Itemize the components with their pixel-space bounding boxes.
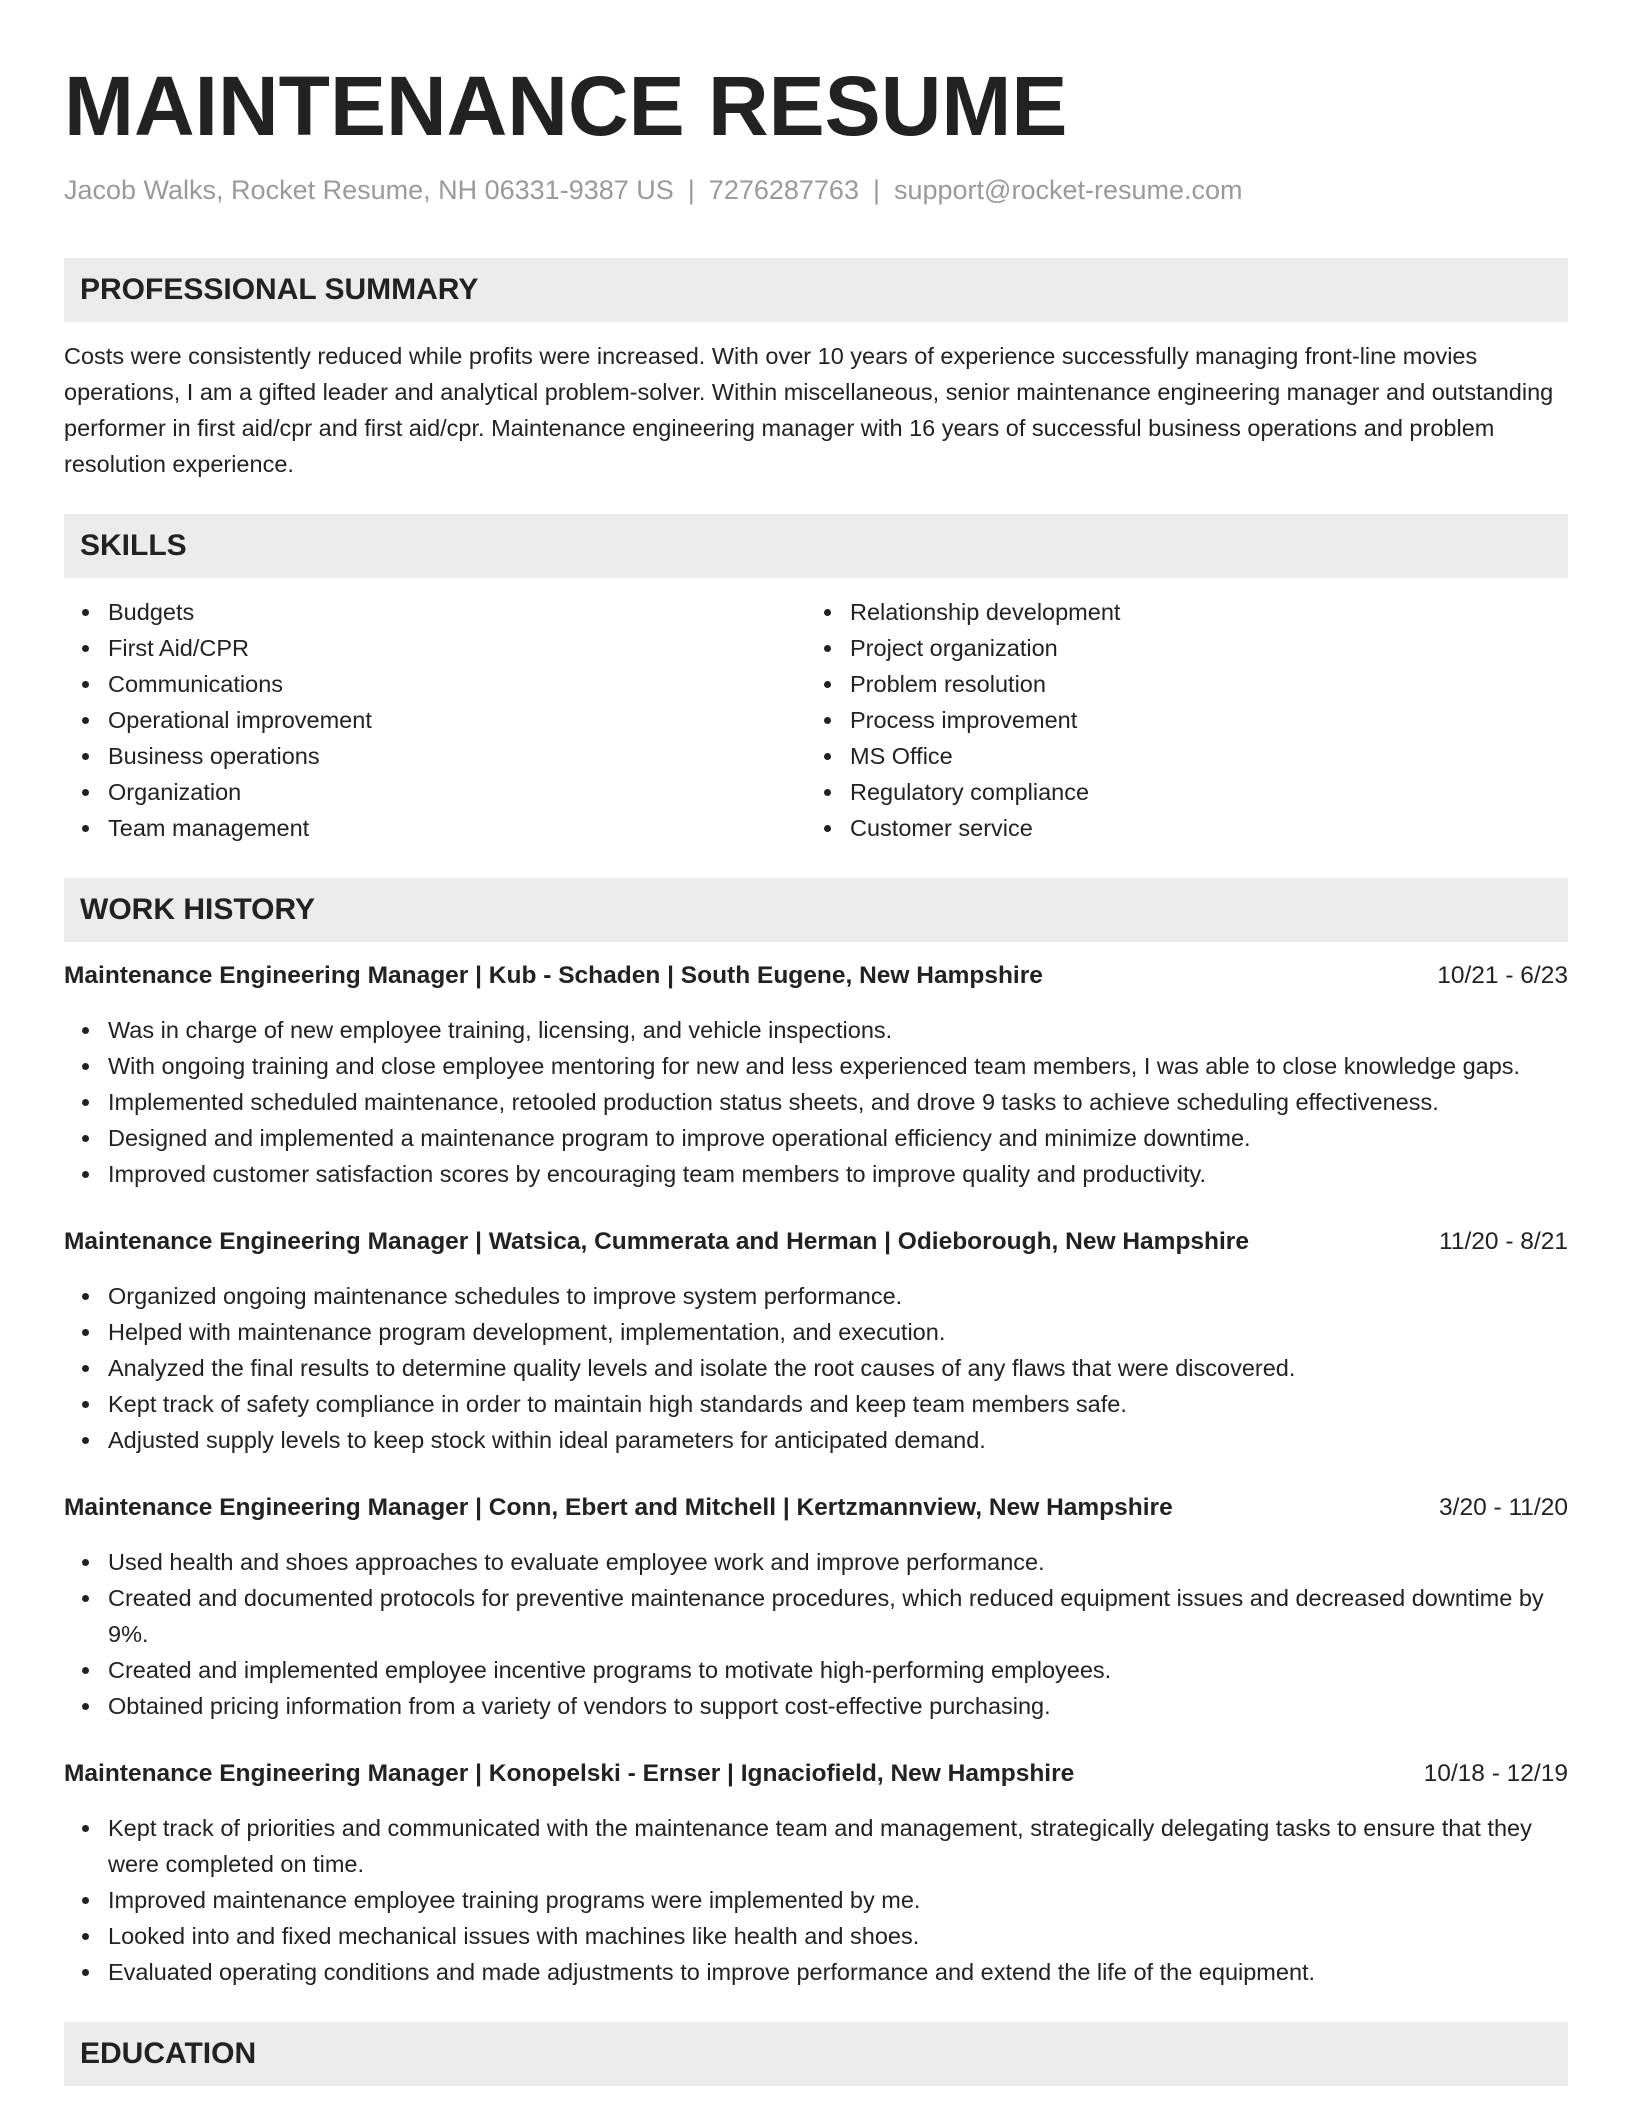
job-dates: 11/20 - 8/21 xyxy=(1439,1228,1568,1255)
skill-item: Regulatory compliance xyxy=(850,774,1548,810)
skill-item: Project organization xyxy=(850,630,1548,666)
skill-item: Communications xyxy=(108,666,806,702)
skill-item: MS Office xyxy=(850,738,1548,774)
job-bullet: With ongoing training and close employee mentoring for new and less experienced team members, I was able to close knowledge gaps. xyxy=(108,1048,1568,1084)
job-dates: 3/20 - 11/20 xyxy=(1439,1494,1568,1521)
job-bullet: Looked into and fixed mechanical issues with machines like health and shoes. xyxy=(108,1918,1568,1954)
job-bullet: Improved maintenance employee training programs were implemented by me. xyxy=(108,1882,1568,1918)
section-heading-work-history: WORK HISTORY xyxy=(64,878,1568,942)
resume-page xyxy=(64,0,1568,2086)
job-bullets xyxy=(64,1544,1568,1724)
job-bullets xyxy=(64,1278,1568,1458)
job-bullet: Implemented scheduled maintenance, retooled production status sheets, and drove 9 tasks to achieve scheduling effectiveness. xyxy=(108,1084,1568,1120)
job-title: Maintenance Engineering Manager | Watsica, Cummerata and Herman | Odieborough, New Hampshire xyxy=(64,1228,1249,1255)
skills-column-left xyxy=(64,594,806,846)
job-title: Maintenance Engineering Manager | Kub - Schaden | South Eugene, New Hampshire xyxy=(64,962,1043,989)
job-header xyxy=(64,1224,1568,1260)
job-bullet: Evaluated operating conditions and made adjustments to improve performance and extend the life of the equipment. xyxy=(108,1954,1568,1990)
job-bullets xyxy=(64,1810,1568,1990)
job-dates: 10/18 - 12/19 xyxy=(1423,1760,1568,1787)
job-bullet: Kept track of safety compliance in order to maintain high standards and keep team members safe. xyxy=(108,1386,1568,1422)
resume-title: MAINTENANCE RESUME xyxy=(64,59,1068,153)
skill-item: Customer service xyxy=(850,810,1548,846)
job-entry xyxy=(64,1224,1568,1458)
job-title: Maintenance Engineering Manager | Konopelski - Ernser | Ignaciofield, New Hampshire xyxy=(64,1760,1075,1787)
job-bullet: Was in charge of new employee training, licensing, and vehicle inspections. xyxy=(108,1012,1568,1048)
skill-item: Organization xyxy=(108,774,806,810)
job-header xyxy=(64,958,1568,994)
summary-text: Costs were consistently reduced while profits were increased. With over 10 years of experience successfully managing front-line movies operations, I am a gifted leader and analytical problem-solver. Within miscellaneous, senior maintenance engineering manager and outstanding performer in first aid/cpr and first aid/cpr. Maintenance engineering manager with 16 years of successful business operations and problem resolution experience. xyxy=(64,343,1554,477)
job-bullet: Obtained pricing information from a variety of vendors to support cost-effective purchasing. xyxy=(108,1688,1568,1724)
job-title: Maintenance Engineering Manager | Conn, Ebert and Mitchell | Kertzmannview, New Hampshire xyxy=(64,1494,1173,1521)
job-bullet: Kept track of priorities and communicated with the maintenance team and management, strategically delegating tasks to ensure that they were completed on time. xyxy=(108,1810,1568,1882)
contact-separator: | xyxy=(687,175,695,205)
contact-phone: 7276287763 xyxy=(708,175,859,205)
skill-item: First Aid/CPR xyxy=(108,630,806,666)
skill-item: Operational improvement xyxy=(108,702,806,738)
skill-item: Relationship development xyxy=(850,594,1548,630)
job-bullet: Improved customer satisfaction scores by encouraging team members to improve quality and productivity. xyxy=(108,1156,1568,1192)
job-entry xyxy=(64,1490,1568,1724)
skill-item: Team management xyxy=(108,810,806,846)
job-bullets xyxy=(64,1012,1568,1192)
job-entry xyxy=(64,958,1568,1192)
contact-separator: | xyxy=(872,175,880,205)
job-bullet: Analyzed the final results to determine quality levels and isolate the root causes of any flaws that were discovered. xyxy=(108,1350,1568,1386)
section-heading-skills: SKILLS xyxy=(64,514,1568,578)
contact-address: Jacob Walks, Rocket Resume, NH 06331-9387 US xyxy=(64,175,674,205)
skills-list xyxy=(64,594,1568,846)
contact-line xyxy=(64,170,1568,210)
job-bullet: Helped with maintenance program development, implementation, and execution. xyxy=(108,1314,1568,1350)
job-entry xyxy=(64,1756,1568,1990)
job-bullet: Adjusted supply levels to keep stock within ideal parameters for anticipated demand. xyxy=(108,1422,1568,1458)
skill-item: Business operations xyxy=(108,738,806,774)
job-bullet: Created and documented protocols for preventive maintenance procedures, which reduced equipment issues and decreased downtime by 9%. xyxy=(108,1580,1568,1652)
job-dates: 10/21 - 6/23 xyxy=(1437,962,1568,989)
job-bullet: Organized ongoing maintenance schedules to improve system performance. xyxy=(108,1278,1568,1314)
contact-email[interactable]: support@rocket-resume.com xyxy=(893,175,1243,205)
skills-column-right xyxy=(806,594,1548,846)
skill-item: Problem resolution xyxy=(850,666,1548,702)
section-heading-education: EDUCATION xyxy=(64,2022,1568,2086)
job-header xyxy=(64,1490,1568,1526)
section-heading-summary: PROFESSIONAL SUMMARY xyxy=(64,258,1568,322)
job-bullet: Used health and shoes approaches to evaluate employee work and improve performance. xyxy=(108,1544,1568,1580)
skill-item: Process improvement xyxy=(850,702,1548,738)
job-bullet: Designed and implemented a maintenance program to improve operational efficiency and minimize downtime. xyxy=(108,1120,1568,1156)
job-header xyxy=(64,1756,1568,1792)
job-bullet: Created and implemented employee incentive programs to motivate high-performing employees. xyxy=(108,1652,1568,1688)
skill-item: Budgets xyxy=(108,594,806,630)
